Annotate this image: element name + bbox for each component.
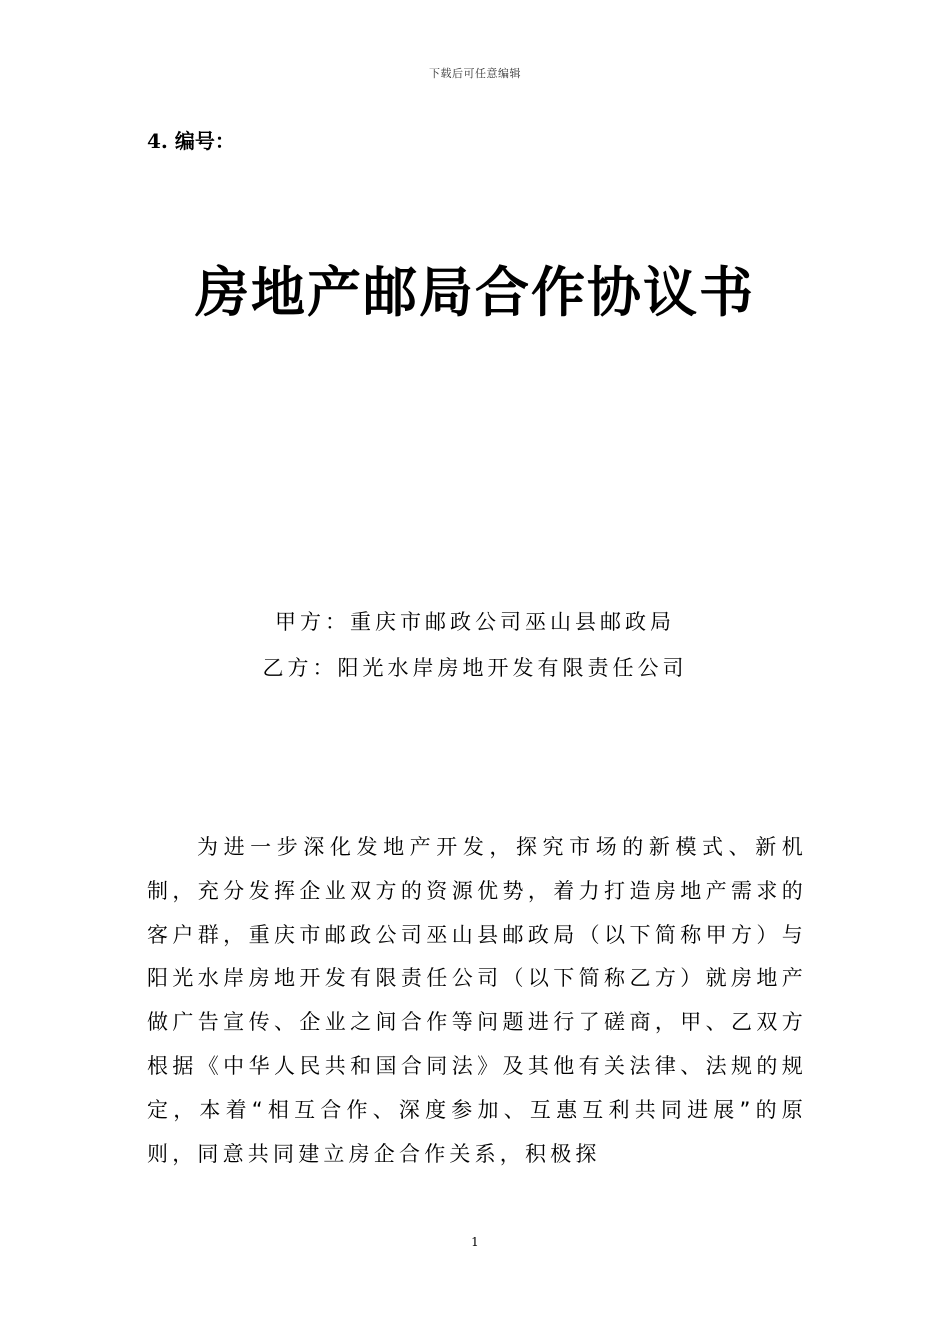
body-paragraph: 为进一步深化发地产开发，探究市场的新模式、新机制，充分发挥企业双方的资源优势，着力打造房地产需求的客户群，重庆市邮政公司巫山县邮政局（以下简称甲方）与阳光水岸房地开发有限责任公司（以下简称乙方）就房地产做广告宣传、企业之间合作等问题进行了磋商，甲、乙双方根据《中华人民共和国合同法》及其他有关法律、法规的规定，本着“相互合作、深度参加、互惠互利共同进展”的原则，同意共同建立房企合作关系，积极探 [147,835,807,1166]
parties-block [0,602,950,694]
document-title: 房地产邮局合作协议书 [195,260,755,324]
page-number: 1 [471,1235,479,1249]
page-header-note: 下载后可任意编辑 [429,67,521,80]
document-number-label: 4. 编号： [147,129,235,153]
party-a: 甲方：重庆市邮政公司巫山县邮政局 [275,610,675,634]
party-b: 乙方：阳光水岸房地开发有限责任公司 [262,656,688,680]
